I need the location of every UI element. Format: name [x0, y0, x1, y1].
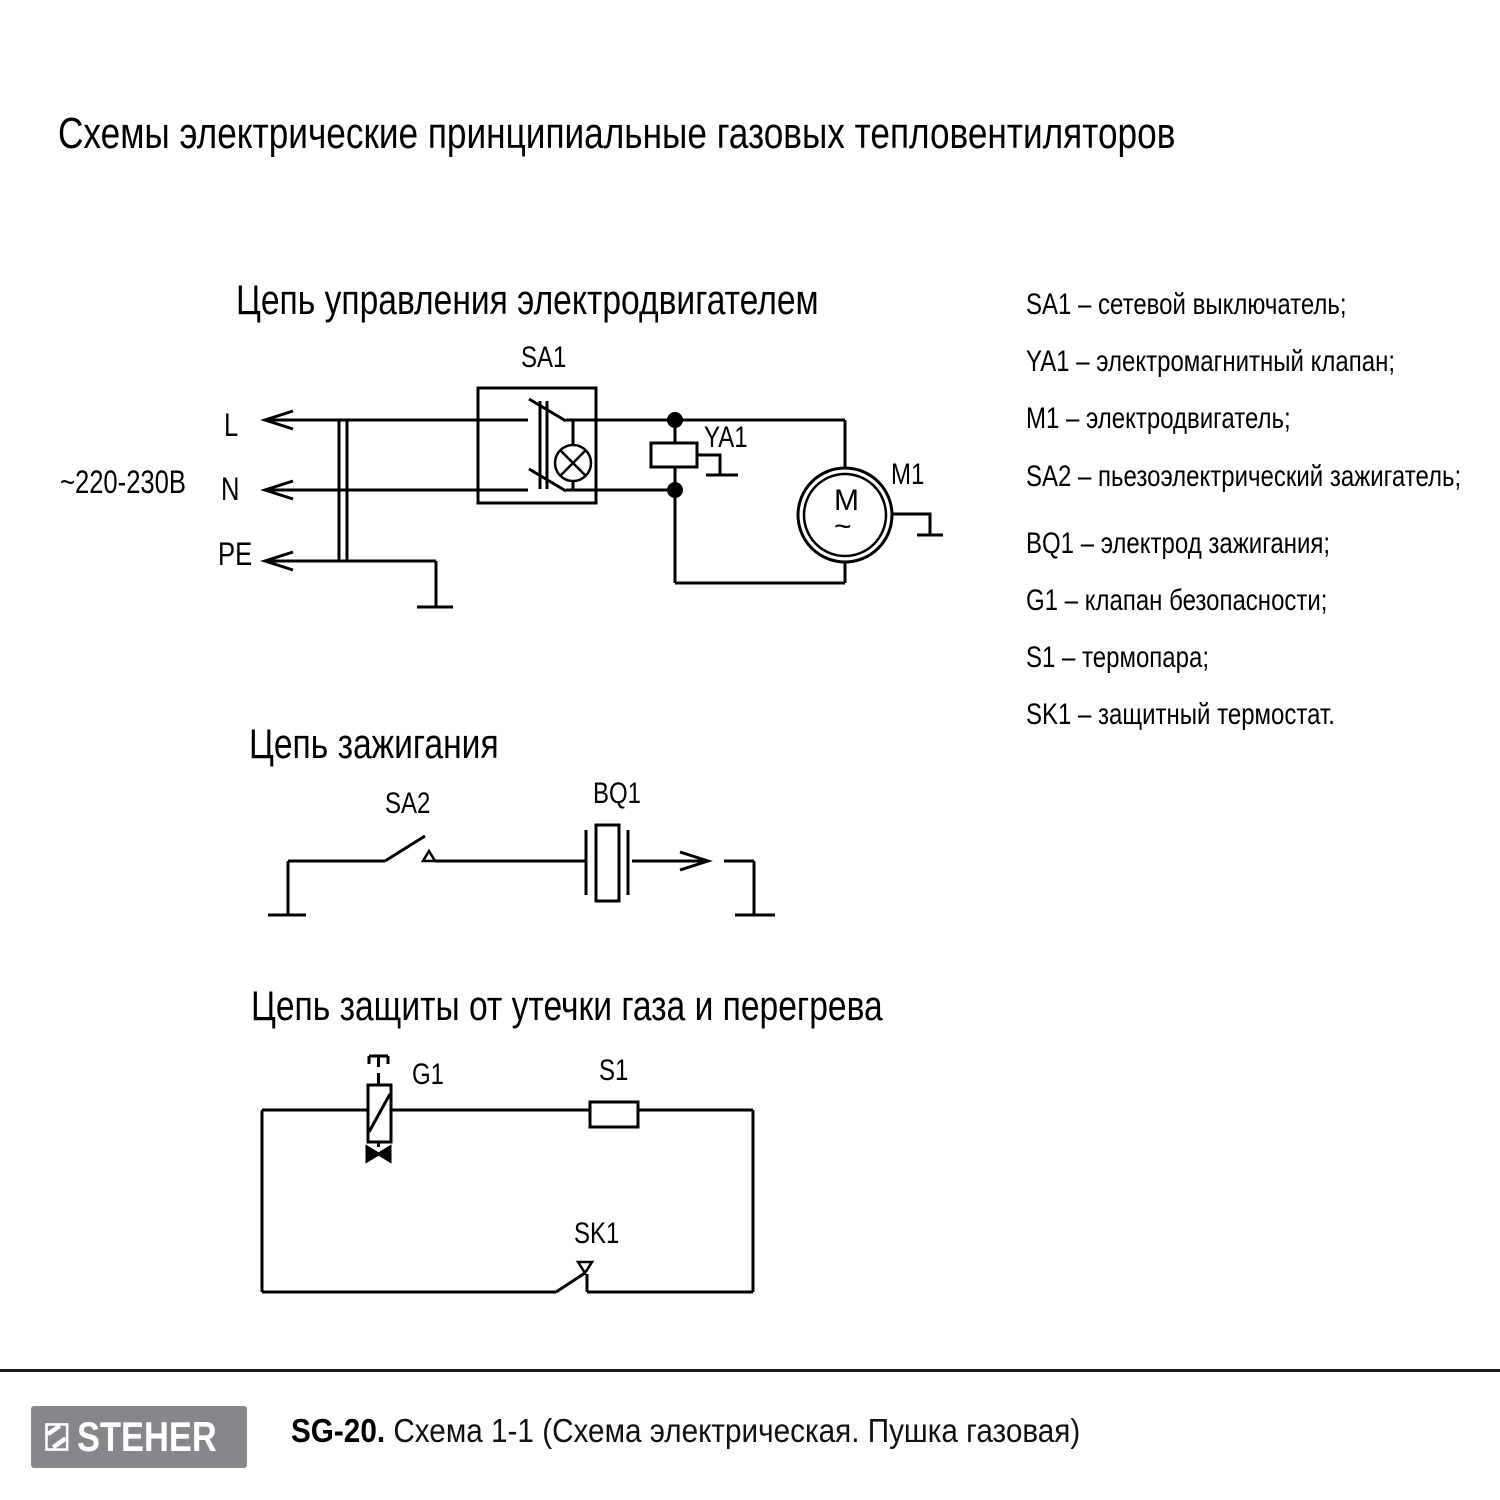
line-n-label: N: [221, 471, 240, 507]
supply-line-l: [265, 411, 528, 429]
pe-ground-icon: [417, 561, 453, 607]
supply-line-pe: [265, 552, 453, 607]
steher-logo-mark: [45, 1418, 69, 1456]
motor-m-letter: M: [834, 484, 859, 517]
ground-icon: [892, 514, 943, 535]
steher-logo: [31, 1406, 247, 1468]
motor-circuit-heading: Цепь управления электродвигателем: [236, 276, 819, 323]
supply-line-n: [265, 481, 528, 499]
valve-bowtie-right: [379, 1147, 391, 1161]
legend-item: SK1 – защитный термостат.: [1026, 698, 1335, 731]
caption-text: Схема 1-1 (Схема электрическая. Пушка газовая): [393, 1412, 1081, 1449]
sa2-label: SA2: [385, 787, 431, 820]
terminal-left-icon: [268, 861, 306, 915]
brand-name: STEHER: [76, 1413, 217, 1460]
motor-ac-sign: ~: [834, 510, 852, 543]
legend-item: SA2 – пьезоэлектрический зажигатель;: [1026, 460, 1462, 493]
bq1-electrode-symbol: [586, 825, 628, 901]
sa1-label: SA1: [521, 341, 567, 374]
m1-label: M1: [891, 458, 925, 491]
legend-item: YA1 – электромагнитный клапан;: [1026, 345, 1396, 378]
circuit-ignition: [268, 825, 775, 915]
s1-thermocouple-symbol: [590, 1102, 638, 1127]
page-title: Схемы электрические принципиальные газовых тепловентиляторов: [58, 109, 1176, 158]
bq1-label: BQ1: [593, 777, 642, 810]
protection-circuit-heading: Цепь защиты от утечки газа и перегрева: [251, 982, 883, 1029]
contact-triangle: [578, 1262, 592, 1273]
g1-label: G1: [412, 1058, 445, 1091]
separator-line: [0, 1369, 1500, 1372]
footer-caption: [291, 1414, 1080, 1447]
sa2-igniter-symbol: [385, 836, 435, 861]
supply-voltage-label: ~220-230В: [60, 464, 186, 500]
legend-item: S1 – термопара;: [1026, 641, 1210, 674]
ground-icon: [697, 455, 738, 475]
sk1-thermostat-symbol: [556, 1262, 592, 1292]
circuit-protection: [262, 1056, 753, 1292]
ya1-label: YA1: [704, 421, 748, 454]
legend-item: SA1 – сетевой выключатель;: [1026, 288, 1347, 321]
sa1-switch-symbol: [478, 388, 596, 503]
s1-label: S1: [599, 1054, 629, 1087]
switch-blade: [385, 836, 425, 861]
switch-blade: [556, 1273, 585, 1292]
terminal-right-icon: [724, 861, 775, 915]
ignition-circuit-heading: Цепь зажигания: [249, 720, 499, 767]
g1-valve-symbol: [367, 1056, 391, 1161]
legend-item: M1 – электродвигатель;: [1026, 402, 1291, 435]
sk1-label: SK1: [574, 1217, 620, 1250]
legend-item: BQ1 – электрод зажигания;: [1026, 527, 1331, 560]
legend-item: G1 – клапан безопасности;: [1026, 584, 1328, 617]
model-number: SG-20.: [291, 1412, 386, 1449]
contact-triangle: [423, 851, 435, 861]
switch-link: [540, 401, 547, 489]
line-pe-label: PE: [218, 536, 253, 572]
line-l-label: L: [224, 407, 239, 443]
